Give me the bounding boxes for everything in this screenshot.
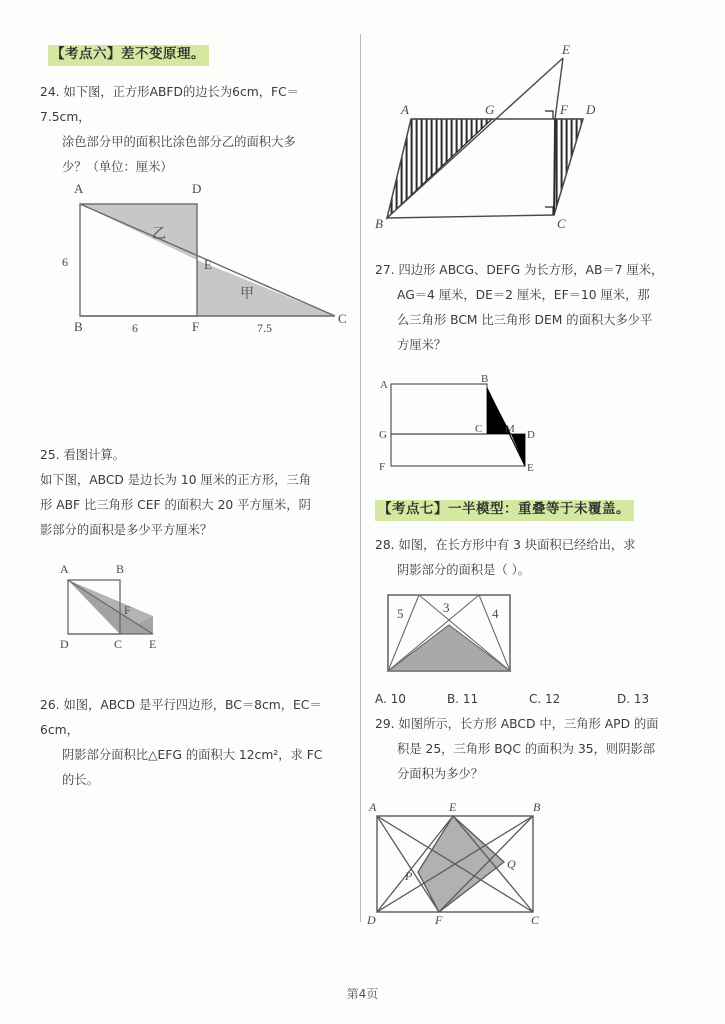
- column-divider: [360, 34, 361, 922]
- question-29-text: [375, 712, 715, 787]
- label-f: F: [435, 913, 443, 927]
- question-25-figure: [50, 556, 250, 666]
- question-25-line-3: 形 ABF 比三角形 CEF 的面积大 20 平方厘米，阴: [40, 498, 311, 512]
- rectangle-defg: [391, 434, 525, 466]
- area-label-right: 4: [492, 606, 499, 621]
- label-d: D: [367, 913, 376, 927]
- question-24-text: [40, 80, 345, 180]
- question-24-number: 24.: [40, 85, 60, 99]
- question-25-text: [40, 443, 350, 543]
- question-27-line-1: 四边形 ABCG、DEFG 为长方形，AB＝7 厘米，: [398, 263, 664, 277]
- page-footer: 第4页: [346, 987, 379, 1001]
- question-29-figure: [365, 800, 585, 925]
- question-28-line-1: 如图，在长方形中有 3 块面积已经给出，求: [398, 538, 636, 552]
- label-e: E: [449, 800, 457, 814]
- label-c: C: [338, 311, 347, 326]
- dimension-left: 6: [62, 255, 68, 269]
- label-b: B: [533, 800, 541, 814]
- label-f: F: [192, 319, 200, 334]
- question-25-line-4: 影部分的面积是多少平方厘米？: [40, 523, 213, 537]
- question-27-figure: [375, 372, 605, 484]
- label-e: E: [527, 462, 534, 474]
- label-d: D: [192, 181, 202, 196]
- label-g: G: [379, 429, 387, 441]
- question-25-line-2: 如下图，ABCD 是边长为 10 厘米的正方形，三角: [40, 473, 312, 487]
- shaded-triangle-bottom: [388, 625, 510, 671]
- label-a: A: [60, 562, 69, 576]
- line-fc: [554, 119, 555, 215]
- label-d: D: [527, 429, 535, 441]
- rectangle-abcg: [391, 384, 487, 434]
- label-f: F: [124, 603, 131, 617]
- dimension-bottom-right: 7.5: [257, 321, 272, 335]
- label-q: Q: [507, 857, 516, 871]
- label-b: B: [481, 373, 489, 385]
- question-24-figure: [52, 176, 352, 336]
- label-m: M: [505, 423, 515, 435]
- section-header-seven: 【考点七】一半模型：重叠等于未覆盖。: [375, 500, 634, 521]
- question-27-line-3: 么三角形 BCM 比三角形 DEM 的面积大多少平: [397, 313, 653, 327]
- label-c: C: [114, 637, 123, 651]
- label-a: A: [369, 800, 377, 814]
- question-24-line-2: 涂色部分甲的面积比涂色部分乙的面积大多: [62, 135, 296, 149]
- label-b: B: [116, 562, 125, 576]
- question-29-line-3: 分面积为多少？: [397, 767, 484, 781]
- option-d[interactable]: D. 13: [617, 692, 650, 706]
- question-27-text: [375, 258, 715, 358]
- area-label-top: 3: [443, 600, 450, 615]
- region-label-jia: 甲: [240, 287, 254, 302]
- label-g: G: [485, 102, 495, 117]
- question-28-options: [375, 688, 705, 710]
- line-ae: [68, 580, 153, 634]
- label-d: D: [60, 637, 69, 651]
- question-28-line-2: 阴影部分的面积是（ ）。: [397, 563, 531, 577]
- question-26-line-1: 如图，ABCD 是平行四边形，BC＝8cm，EC＝6cm，: [40, 698, 322, 737]
- question-26-line-3: 的长。: [62, 773, 99, 787]
- right-angle-mark-f: [545, 111, 553, 119]
- question-24-line-3: 少？（单位：厘米）: [62, 160, 173, 174]
- label-e: E: [562, 42, 570, 57]
- label-b: B: [74, 319, 83, 334]
- label-d: D: [586, 102, 596, 117]
- question-27-line-2: AG＝4 厘米，DE＝2 厘米，EF＝10 厘米，那: [397, 288, 650, 302]
- question-28-text: [375, 533, 715, 583]
- label-c: C: [531, 913, 540, 927]
- label-a: A: [401, 102, 409, 117]
- question-27-line-4: 方厘米？: [397, 338, 447, 352]
- question-24-line-1: 如下图，正方形ABFD的边长为6cm，FC＝7.5cm，: [40, 85, 299, 124]
- dimension-bottom-left: 6: [132, 321, 138, 335]
- question-26-number: 26.: [40, 698, 60, 712]
- region-label-yi: 乙: [152, 227, 166, 242]
- right-angle-mark-c: [545, 207, 553, 215]
- label-f: F: [379, 461, 386, 473]
- label-f: F: [560, 102, 568, 117]
- label-p: P: [405, 869, 413, 883]
- label-b: B: [375, 216, 383, 231]
- section-header-six: 【考点六】差不变原理。: [48, 45, 209, 66]
- label-e: E: [149, 637, 157, 651]
- label-a: A: [74, 181, 84, 196]
- question-25-line-1: 看图计算。: [63, 448, 125, 462]
- option-a[interactable]: A. 10: [375, 692, 406, 706]
- question-28-figure: [385, 592, 585, 682]
- question-29-number: 29.: [375, 717, 395, 731]
- question-29-line-1: 如图所示，长方形 ABCD 中，三角形 APD 的面: [398, 717, 659, 731]
- question-26-figure: [375, 40, 695, 245]
- label-e: E: [204, 257, 212, 272]
- question-29-line-2: 积是 25，三角形 BQC 的面积为 35，则阴影部: [397, 742, 656, 756]
- label-c: C: [557, 216, 566, 231]
- area-label-left: 5: [397, 606, 404, 621]
- question-28-number: 28.: [375, 538, 395, 552]
- label-a: A: [380, 379, 388, 391]
- option-b[interactable]: B. 11: [447, 692, 479, 706]
- question-26-line-2: 阴影部分面积比△EFG 的面积大 12cm²，求 FC: [62, 748, 323, 762]
- option-c[interactable]: C. 12: [529, 692, 561, 706]
- question-27-number: 27.: [375, 263, 395, 277]
- question-25-number: 25.: [40, 448, 60, 462]
- label-c: C: [475, 423, 483, 435]
- shaded-quadrilateral-peqf: [418, 816, 504, 912]
- question-26-text: [40, 693, 352, 793]
